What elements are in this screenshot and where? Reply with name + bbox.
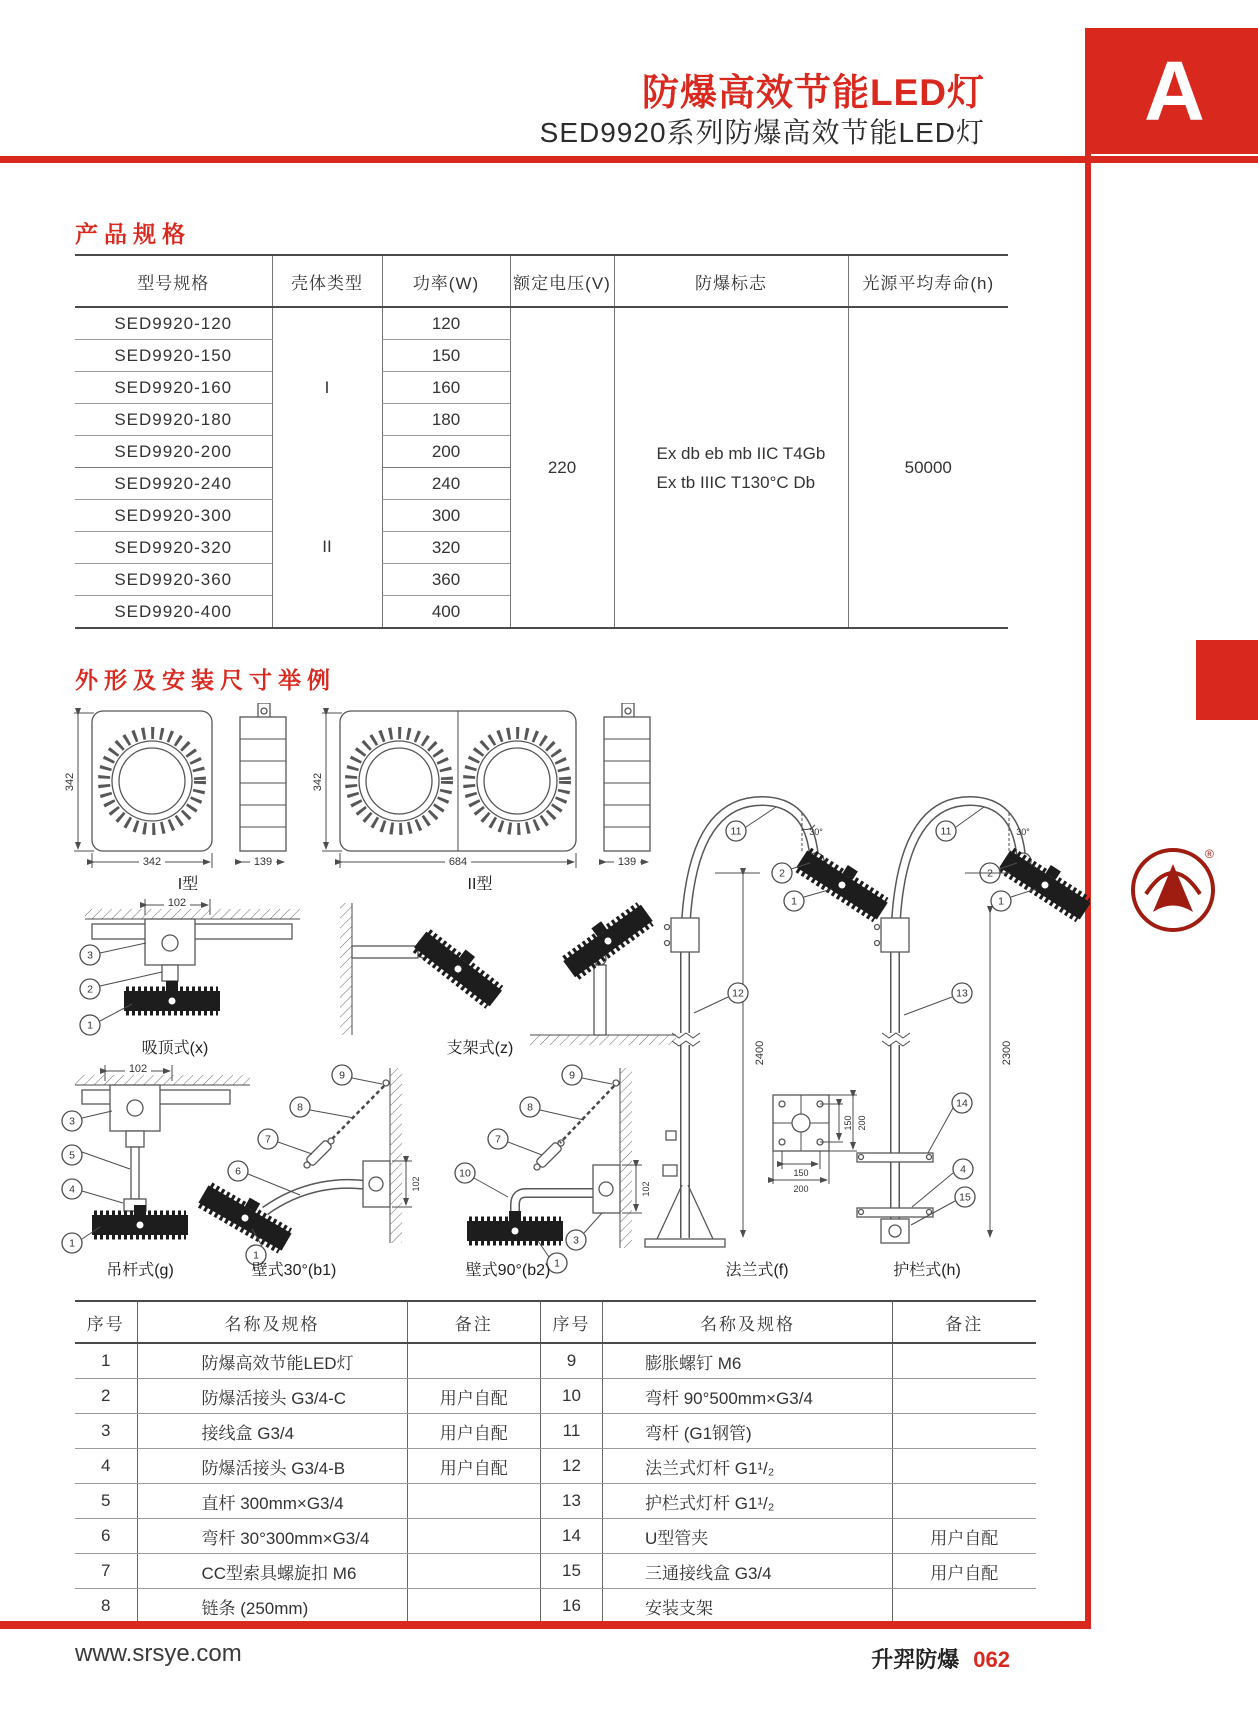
- parts-table-left: [75, 1300, 540, 1625]
- drawing-type2-side: [604, 703, 650, 868]
- callout-11: [936, 821, 956, 841]
- col-header: 序号: [541, 1301, 603, 1343]
- cell-no: 11: [541, 1414, 603, 1449]
- callout-2: [80, 979, 100, 999]
- callout-6: [228, 1161, 248, 1181]
- cell-note: [893, 1414, 1036, 1449]
- dim-text: 102: [411, 1176, 421, 1192]
- parts-row: [541, 1519, 1036, 1554]
- col-header: 备注: [893, 1301, 1036, 1343]
- drawing-label-type2: II型: [467, 876, 493, 893]
- drawing-label-flange: 法兰式(f): [725, 1262, 789, 1279]
- dim-text: 342: [312, 772, 324, 792]
- cell-name: 接线盒 G3/4: [137, 1414, 407, 1449]
- drawing-label-guardrail: 护栏式(h): [893, 1262, 961, 1279]
- cell-no: 9: [541, 1343, 603, 1379]
- cell-note: 用户自配: [407, 1414, 540, 1449]
- dim-text: 684: [448, 856, 468, 868]
- parts-row: [75, 1484, 540, 1519]
- cell-no: 15: [541, 1554, 603, 1589]
- drawing-ceiling-mount: [80, 896, 300, 1057]
- cell-power: 120: [382, 307, 510, 340]
- dim-text: 102: [128, 1063, 148, 1075]
- ex-marking-line1: Ex db eb mb IIC T4Gb: [656, 443, 826, 463]
- cell-name: 膨胀螺钉 M6: [603, 1343, 893, 1379]
- spec-table: [75, 254, 1008, 629]
- drawing-label-wall90: 壁式90°(b2): [465, 1262, 551, 1279]
- cell-model: SED9920-160: [75, 372, 272, 404]
- col-header: 名称及规格: [603, 1301, 893, 1343]
- cell-model: SED9920-120: [75, 307, 272, 340]
- svg-text:11: 11: [730, 825, 742, 838]
- callout-3: [566, 1230, 586, 1250]
- angle-text: 30°: [809, 827, 823, 837]
- cell-model: SED9920-400: [114, 601, 233, 621]
- callout-7: [258, 1129, 278, 1149]
- cell-note: [893, 1343, 1036, 1379]
- callout-13: [952, 983, 972, 1003]
- svg-text:7: 7: [265, 1133, 271, 1146]
- col-header: 序号: [75, 1301, 137, 1343]
- dimension-section-heading: 外形及安装尺寸举例: [75, 667, 336, 693]
- svg-text:8: 8: [527, 1101, 533, 1114]
- section-letter: A: [1144, 44, 1205, 138]
- cell-power: 160: [382, 372, 510, 404]
- drawing-bracket-mount: [340, 897, 676, 1057]
- installation-drawings: [60, 703, 1090, 1295]
- cell-name: 弯杆 (G1钢管): [603, 1414, 893, 1449]
- cell-name: 安装支架: [603, 1589, 893, 1625]
- callout-1: [784, 891, 804, 911]
- cell-model: SED9920-150: [75, 340, 272, 372]
- dim-text: 150: [793, 1168, 809, 1178]
- col-header: 壳体类型: [272, 255, 382, 307]
- cell-name: 三通接线盒 G3/4: [603, 1554, 893, 1589]
- cell-power: 240: [382, 468, 510, 500]
- cell-name: 护栏式灯杆 G1¹/₂: [603, 1484, 893, 1519]
- cell-no: 5: [75, 1484, 137, 1519]
- cell-note: [407, 1484, 540, 1519]
- dim-text: 342: [142, 856, 162, 868]
- svg-text:2: 2: [987, 867, 993, 880]
- callout-9: [332, 1065, 352, 1085]
- parts-row: [541, 1343, 1036, 1379]
- parts-row: [75, 1519, 540, 1554]
- parts-row: [75, 1379, 540, 1414]
- svg-text:14: 14: [956, 1097, 968, 1110]
- parts-row: [541, 1449, 1036, 1484]
- cell-power: 320: [382, 532, 510, 564]
- page-subtitle: SED9920系列防爆高效节能LED灯: [539, 117, 985, 148]
- cell-no: 6: [75, 1519, 137, 1554]
- cell-name: U型管夹: [603, 1519, 893, 1554]
- dim-text: 342: [64, 772, 76, 792]
- drawing-label-bracket: 支架式(z): [446, 1040, 514, 1057]
- cell-name: 防爆高效节能LED灯: [137, 1343, 407, 1379]
- spec-section-heading: 产品规格: [75, 221, 191, 247]
- cell-name: 防爆活接头 G3/4-B: [137, 1449, 407, 1484]
- dim-text: 200: [857, 1115, 867, 1131]
- spec-row: [75, 307, 1008, 340]
- parts-row: [541, 1484, 1036, 1519]
- callout-14: [952, 1093, 972, 1113]
- col-header: 功率(W): [382, 255, 510, 307]
- cell-model: SED9920-320: [75, 532, 272, 564]
- margin-accent-square: [1196, 640, 1258, 720]
- svg-text:3: 3: [87, 949, 93, 962]
- cell-note: [407, 1589, 540, 1625]
- drawing-label-wall30: 壁式30°(b1): [251, 1262, 337, 1279]
- parts-row: [75, 1414, 540, 1449]
- cell-model: SED9920-300: [75, 500, 272, 532]
- cell-name: 法兰式灯杆 G1¹/₂: [603, 1449, 893, 1484]
- svg-text:5: 5: [69, 1149, 75, 1162]
- cell-name: CC型索具螺旋扣 M6: [137, 1554, 407, 1589]
- cell-no: 1: [75, 1343, 137, 1379]
- callout-15: [955, 1187, 975, 1207]
- cell-note: [407, 1554, 540, 1589]
- drawing-type1-front: [64, 711, 212, 868]
- parts-row: [75, 1449, 540, 1484]
- col-header: 备注: [407, 1301, 540, 1343]
- cell-no: 4: [75, 1449, 137, 1484]
- callout-5: [62, 1145, 82, 1165]
- svg-text:2: 2: [87, 983, 93, 996]
- cell-life: 50000: [848, 307, 1008, 628]
- parts-row: [75, 1343, 540, 1379]
- svg-text:12: 12: [732, 987, 744, 1000]
- cell-model: SED9920-240: [75, 468, 272, 500]
- callout-8: [290, 1097, 310, 1117]
- col-header: 额定电压(V): [510, 255, 614, 307]
- drawing-label-ceiling: 吸顶式(x): [141, 1040, 209, 1057]
- svg-text:1: 1: [554, 1257, 560, 1270]
- cell-note: 用户自配: [407, 1379, 540, 1414]
- svg-text:1: 1: [791, 895, 797, 908]
- svg-text:15: 15: [959, 1191, 971, 1204]
- cell-shell-type: I: [272, 307, 382, 468]
- callout-1: [991, 891, 1011, 911]
- registered-mark-icon: ®: [1205, 847, 1214, 861]
- cell-note: [893, 1589, 1036, 1625]
- cell-model: SED9920-360: [75, 564, 272, 596]
- svg-text:3: 3: [573, 1234, 579, 1247]
- cell-name: 链条 (250mm): [137, 1589, 407, 1625]
- svg-text:3: 3: [69, 1115, 75, 1128]
- cell-note: [893, 1484, 1036, 1519]
- cell-note: 用户自配: [407, 1449, 540, 1484]
- footer-brand: 升羿防爆: [871, 1647, 960, 1672]
- cell-no: 2: [75, 1379, 137, 1414]
- col-header: 光源平均寿命(h): [848, 255, 1008, 307]
- cell-name: 直杆 300mm×G3/4: [137, 1484, 407, 1519]
- svg-text:8: 8: [297, 1101, 303, 1114]
- footer-page-number: 062: [973, 1647, 1010, 1672]
- cell-power: 400: [382, 596, 510, 629]
- callout-9: [562, 1065, 582, 1085]
- dim-text: 139: [253, 856, 273, 868]
- cell-note: [407, 1519, 540, 1554]
- cell-no: 13: [541, 1484, 603, 1519]
- footer-divider: [0, 1621, 1091, 1629]
- drawing-wall30-mount: [197, 1065, 421, 1279]
- cell-name: 弯杆 90°500mm×G3/4: [603, 1379, 893, 1414]
- callout-11: [726, 821, 746, 841]
- cell-no: 7: [75, 1554, 137, 1589]
- cell-no: 10: [541, 1379, 603, 1414]
- spec-header-row: [75, 255, 1008, 307]
- drawing-guardrail-pole: [857, 801, 1090, 1279]
- drawing-type1-side: [240, 703, 286, 868]
- parts-table-right: [540, 1300, 1036, 1625]
- cell-no: 16: [541, 1589, 603, 1625]
- cell-no: 8: [101, 1596, 111, 1615]
- drawing-pendant-mount: [62, 1062, 250, 1279]
- cell-note: 用户自配: [893, 1554, 1036, 1589]
- ex-marking-line2: Ex tb IIIC T130°C Db: [656, 472, 816, 492]
- parts-row: [541, 1414, 1036, 1449]
- cell-power: 200: [382, 436, 510, 468]
- drawing-label-pendant: 吊杆式(g): [106, 1262, 174, 1279]
- callout-1: [62, 1233, 82, 1253]
- svg-text:1: 1: [253, 1249, 259, 1262]
- callout-3: [62, 1111, 82, 1131]
- dim-text: 139: [617, 856, 637, 868]
- parts-row: [75, 1589, 540, 1625]
- parts-header-row: [541, 1301, 1036, 1343]
- cell-note: [893, 1449, 1036, 1484]
- cell-no: 12: [541, 1449, 603, 1484]
- svg-text:2: 2: [779, 867, 785, 880]
- svg-text:1: 1: [69, 1237, 75, 1250]
- svg-text:9: 9: [339, 1069, 345, 1082]
- cell-power: 360: [382, 564, 510, 596]
- callout-10: [455, 1163, 475, 1183]
- page-title: 防爆高效节能LED灯: [642, 72, 985, 113]
- svg-text:13: 13: [956, 987, 968, 1000]
- parts-row: [541, 1589, 1036, 1625]
- cell-model: SED9920-200: [75, 436, 272, 468]
- callout-12: [728, 983, 748, 1003]
- cell-power: 300: [382, 500, 510, 532]
- drawing-type2-front: [312, 711, 576, 868]
- cell-note: 用户自配: [893, 1519, 1036, 1554]
- svg-text:9: 9: [569, 1069, 575, 1082]
- cell-power: 150: [382, 340, 510, 372]
- angle-text: 30°: [1016, 827, 1030, 837]
- svg-text:6: 6: [235, 1165, 241, 1178]
- svg-text:10: 10: [459, 1167, 471, 1180]
- parts-row: [541, 1554, 1036, 1589]
- callout-7: [488, 1129, 508, 1149]
- cell-note: [893, 1379, 1036, 1414]
- cell-no: 14: [541, 1519, 603, 1554]
- callout-4: [953, 1159, 973, 1179]
- cell-name: 弯杆 30°300mm×G3/4: [137, 1519, 407, 1554]
- section-tab-badge: [1091, 28, 1258, 154]
- svg-text:4: 4: [69, 1183, 75, 1196]
- cell-shell-type: II: [272, 468, 382, 629]
- callout-2: [772, 863, 792, 883]
- col-header: 名称及规格: [137, 1301, 407, 1343]
- svg-text:1: 1: [87, 1019, 93, 1032]
- dim-text: 102: [641, 1181, 651, 1197]
- cell-note: [407, 1343, 540, 1379]
- callout-4: [62, 1179, 82, 1199]
- cell-name: 防爆活接头 G3/4-C: [137, 1379, 407, 1414]
- drawing-flange-pole: [645, 801, 893, 1279]
- cell-no: 3: [75, 1414, 137, 1449]
- dim-text: 150: [843, 1115, 853, 1131]
- footer-brand-page: [871, 1643, 1010, 1674]
- brand-logo: [1126, 843, 1220, 937]
- col-header: 型号规格: [75, 255, 272, 307]
- dim-text: 102: [167, 897, 187, 909]
- drawing-flange-plate-detail: [773, 1095, 867, 1194]
- svg-text:11: 11: [940, 825, 952, 838]
- svg-text:7: 7: [495, 1133, 501, 1146]
- parts-header-row: [75, 1301, 540, 1343]
- cell-model: SED9920-180: [75, 404, 272, 436]
- callout-1: [80, 1015, 100, 1035]
- svg-text:1: 1: [998, 895, 1004, 908]
- cell-ex-marking: [614, 307, 848, 628]
- dim-text: 200: [793, 1184, 809, 1194]
- svg-text:4: 4: [960, 1163, 966, 1176]
- parts-row: [541, 1379, 1036, 1414]
- callout-8: [520, 1097, 540, 1117]
- drawing-wall90-mount: [455, 1065, 651, 1279]
- cell-voltage: 220: [510, 307, 614, 628]
- drawing-label-type1: I型: [177, 876, 199, 893]
- cell-power: 180: [382, 404, 510, 436]
- parts-row: [75, 1554, 540, 1589]
- dim-text: 2300: [1001, 1040, 1013, 1066]
- footer-website: www.srsye.com: [75, 1640, 242, 1667]
- header-divider: [0, 156, 1258, 163]
- col-header: 防爆标志: [614, 255, 848, 307]
- dim-text: 2400: [754, 1040, 766, 1066]
- callout-3: [80, 945, 100, 965]
